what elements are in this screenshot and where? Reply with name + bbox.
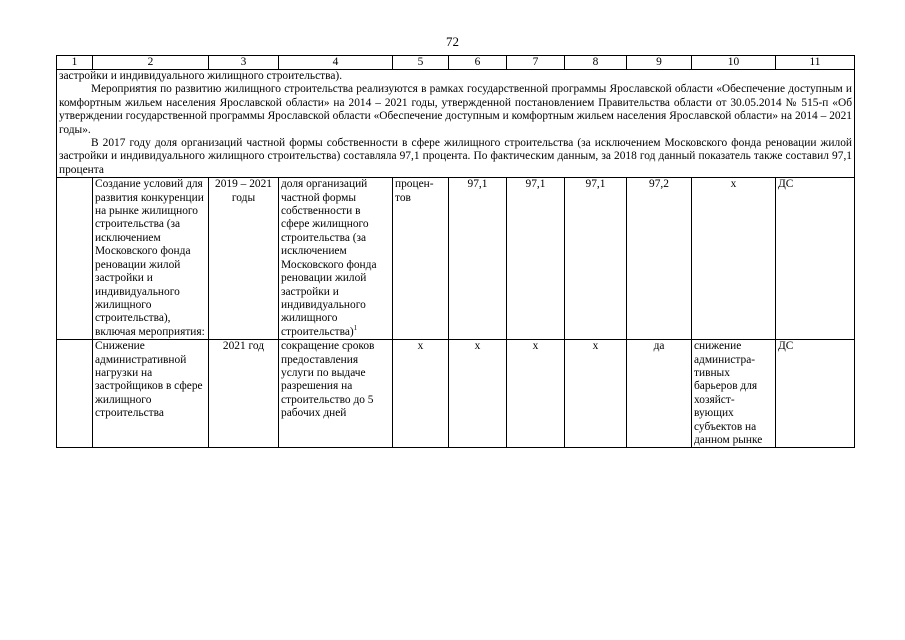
value-cell: х xyxy=(507,340,565,448)
result-cell: х xyxy=(692,178,776,340)
page-number: 72 xyxy=(446,34,459,49)
measure-name-cell: Создание условий для развития конкуренции на рынке жилищного строительства (за исключением Московского фонда реновации жилой застройки и индивидуального жилищного строительства), включая мероприятия: xyxy=(93,178,209,340)
column-number-header: 10 xyxy=(692,56,776,70)
unit-cell: х xyxy=(393,340,449,448)
indicator-cell xyxy=(279,178,393,340)
continuation-text: застройки и индивидуального жилищного строительства). xyxy=(59,70,343,82)
value-cell: х xyxy=(565,340,627,448)
responsible-cell: ДС xyxy=(776,340,855,448)
row-number-cell xyxy=(57,178,93,340)
column-number-row xyxy=(57,56,855,70)
result-cell: снижение администра-тивных барьеров для хозяйст-вующих субъектов на данном рынке xyxy=(692,340,776,448)
column-number-header: 1 xyxy=(57,56,93,70)
column-number-header: 4 xyxy=(279,56,393,70)
column-number-header: 7 xyxy=(507,56,565,70)
value-cell: да xyxy=(627,340,692,448)
responsible-cell: ДС xyxy=(776,178,855,340)
column-number-header: 9 xyxy=(627,56,692,70)
column-number-header: 5 xyxy=(393,56,449,70)
intro-cell xyxy=(57,70,855,178)
value-cell: х xyxy=(449,340,507,448)
unit-cell: процен-тов xyxy=(393,178,449,340)
intro-paragraph: В 2017 году доля организаций частной формы собственности в сфере жилищного строительства (за исключением Московского фонда реновации жилой застройки и индивидуального жилищного строительства) составляла 97,1 процента. По фактическим данным, за 2018 год данный показатель также составил 97,1 процента xyxy=(59,137,852,176)
table-row xyxy=(57,340,855,448)
measure-name-cell: Снижение административной нагрузки на застройщиков в сфере жилищного строительства xyxy=(93,340,209,448)
column-number-header: 2 xyxy=(93,56,209,70)
column-number-header: 6 xyxy=(449,56,507,70)
value-cell: 97,1 xyxy=(507,178,565,340)
value-cell: 97,2 xyxy=(627,178,692,340)
column-number-header: 3 xyxy=(209,56,279,70)
indicator-cell: сокращение сроков предоставления услуги по выдаче разрешения на строительство до 5 рабочих дней xyxy=(279,340,393,448)
footnote-marker: 1 xyxy=(353,323,358,332)
table-row xyxy=(57,178,855,340)
value-cell: 97,1 xyxy=(449,178,507,340)
value-cell: 97,1 xyxy=(565,178,627,340)
column-number-header: 8 xyxy=(565,56,627,70)
period-cell: 2019 – 2021 годы xyxy=(209,178,279,340)
program-table xyxy=(56,55,855,448)
indicator-text: доля организаций частной формы собственности в сфере жилищного строительства (за исключением Московского фонда реновации жилой застройки и индивидуального жилищного строительства) xyxy=(281,178,377,338)
intro-paragraph: Мероприятия по развитию жилищного строительства реализуются в рамках государственной программы Ярославской области «Обеспечение доступным и комфортным жильем населения Ярославской области» на 2014 – 2021 годы, утвержденной постановлением Правительства области от 30.05.2014 № 515-п «Об утверждении государственной программы Ярославской области «Обеспечение доступным и комфортным жильем населения Ярославской области» на 2014 – 2021 годы». xyxy=(59,83,852,136)
period-cell: 2021 год xyxy=(209,340,279,448)
intro-row xyxy=(57,70,855,178)
column-number-header: 11 xyxy=(776,56,855,70)
row-number-cell xyxy=(57,340,93,448)
